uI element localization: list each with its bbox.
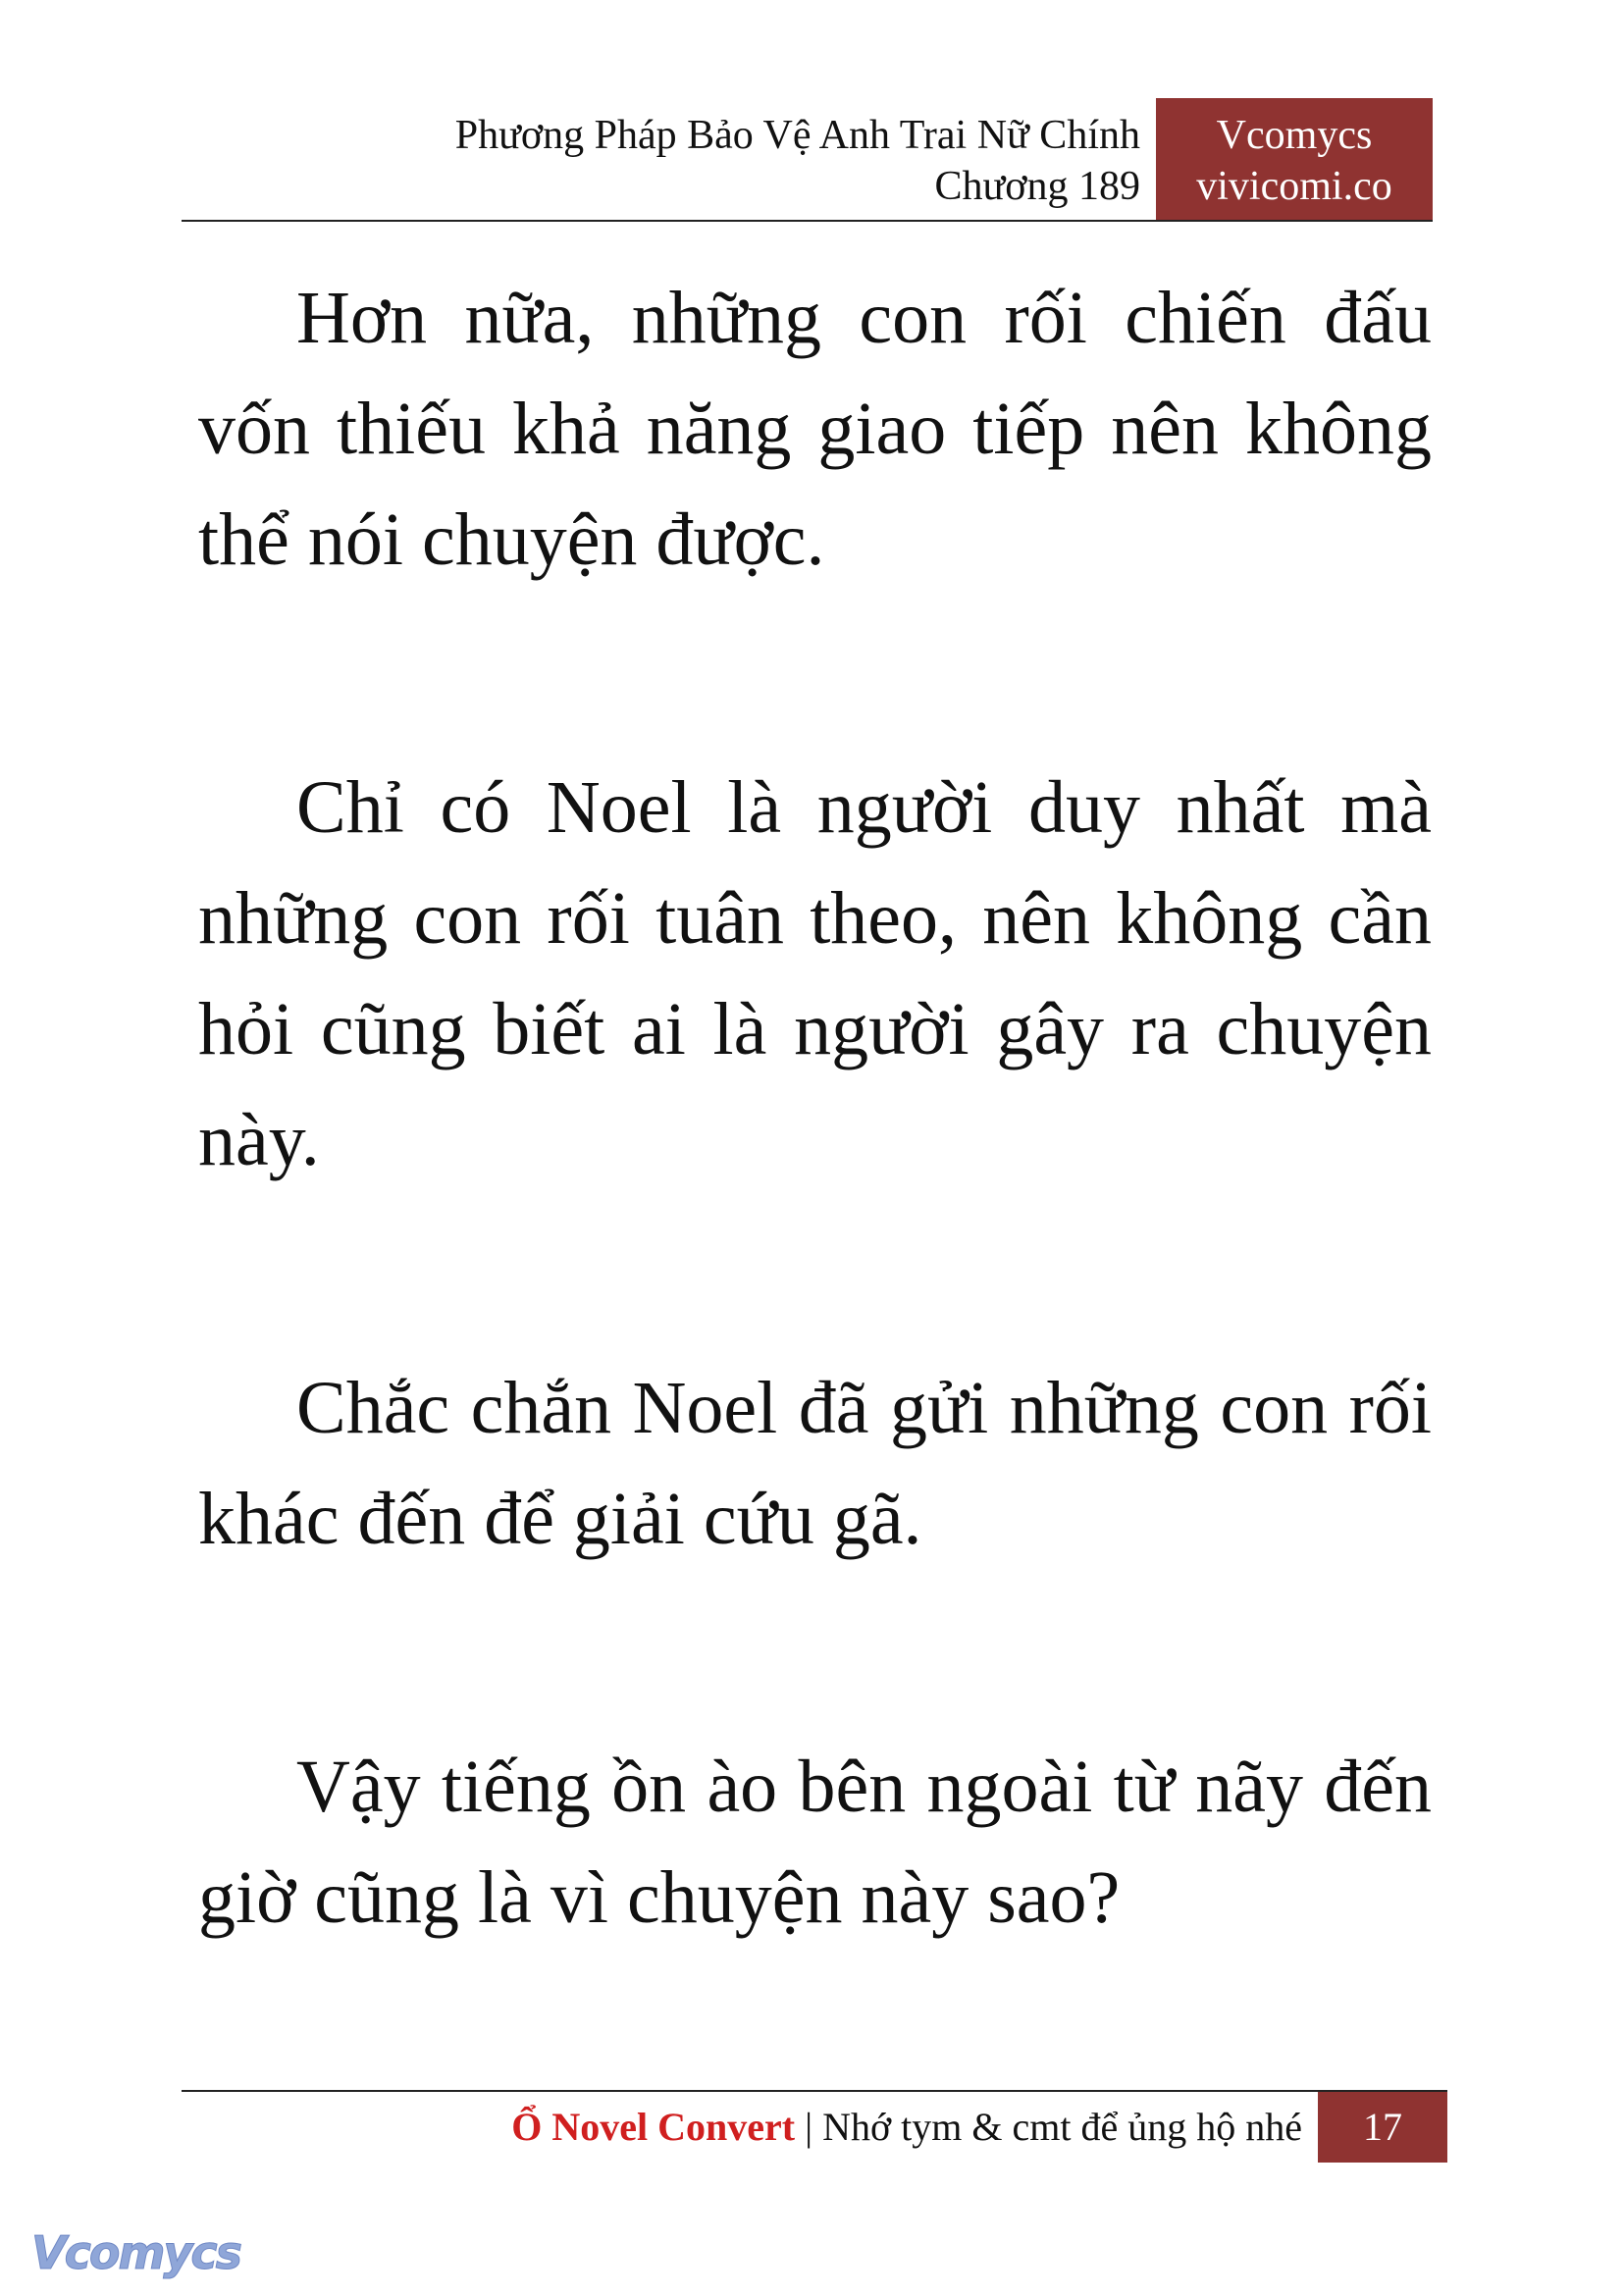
- chapter-content: [198, 263, 1432, 2111]
- book-title: Phương Pháp Bảo Vệ Anh Trai Nữ Chính: [454, 113, 1140, 158]
- footer-text: [511, 2092, 1302, 2163]
- paragraph: Chỉ có Noel là người duy nhất mà những con rối tuân theo, nên không cần hỏi cũng biết ai là người gây ra chuyện này.: [198, 766, 1432, 1181]
- page-footer: [182, 2092, 1447, 2163]
- brand-name: Vcomycs: [1216, 113, 1373, 158]
- chapter-label: Chương 189: [934, 164, 1140, 209]
- footer-separator: |: [805, 2105, 813, 2149]
- footer-brand: Ổ Novel Convert: [511, 2105, 796, 2149]
- brand-box: [1156, 98, 1433, 220]
- footer-message: Nhớ tym & cmt để ủng hộ nhé: [822, 2105, 1302, 2149]
- header-divider: [182, 220, 1433, 222]
- page-number: 17: [1318, 2092, 1447, 2163]
- watermark-text: Vcomycs: [31, 2226, 241, 2279]
- paragraph: Vậy tiếng ồn ào bên ngoài từ nãy đến giờ cũng là vì chuyện này sao?: [198, 1746, 1432, 1939]
- header-titles: [455, 110, 1140, 212]
- paragraph: Hơn nữa, những con rối chiến đấu vốn thiếu khả năng giao tiếp nên không thể nói chuyện được.: [198, 277, 1432, 581]
- page-header: [182, 98, 1433, 220]
- brand-site: vivicomi.co: [1196, 164, 1392, 209]
- paragraph: Chắc chắn Noel đã gửi những con rối khác đến để giải cứu gã.: [198, 1367, 1432, 1560]
- watermark-logo: [27, 2219, 253, 2288]
